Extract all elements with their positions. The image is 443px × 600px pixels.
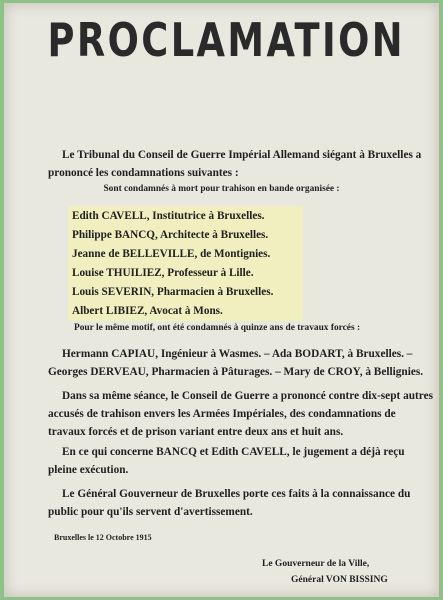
proclamation-poster [4,3,439,597]
list-item: Jeanne de BELLEVILLE, de Montignies. [72,248,271,260]
same-session-text: Dans sa même séance, le Conseil de Guerre a prononcé contre dix-sept autres accusés de trahison envers les Armées Impériales, des condamnations de travaux forcés et de prison variant entre deux ans et huit ans. [48,390,433,438]
poster-title: PROCLAMATION [47,13,405,67]
death-sentence-heading: Sont condamnés à mort pour trahison en bande organisée : [103,184,340,194]
forced-labour-paragraph [48,345,433,381]
list-item: Louis SEVERIN, Pharmacien à Bruxelles. [72,286,274,298]
signature-name: Général VON BISSING [291,575,388,585]
death-sentenced-list [72,207,392,321]
signature-title: Le Gouverneur de la Ville, [262,559,370,569]
execution-paragraph [48,443,433,479]
poster-paper [4,3,439,597]
list-item: Louise THUILIEZ, Professeur à Lille. [72,267,254,279]
intro-paragraph [48,146,433,182]
same-session-paragraph [48,387,433,441]
list-item: Philippe BANCQ, Architecte à Bruxelles. [72,229,269,241]
intro-text: Le Tribunal du Conseil de Guerre Impérial Allemand siégant à Bruxelles a prononcé les condamnations suivantes : [48,149,422,179]
execution-text: En ce qui concerne BANCQ et Edith CAVELL, le jugement a déjà reçu pleine exécution. [48,446,405,476]
forced-labour-heading: Pour le même motif, ont été condamnés à quinze ans de travaux forcés : [74,323,361,333]
governor-notice-paragraph [48,485,433,521]
governor-notice-text: Le Général Gouverneur de Bruxelles porte ces faits à la connaissance du public pour qu'ils servent d'avertissement. [48,488,411,518]
date-line: Bruxelles le 12 Octobre 1915 [54,533,152,542]
list-item: Edith CAVELL, Institutrice à Bruxelles. [72,210,265,222]
forced-labour-names: Hermann CAPIAU, Ingénieur à Wasmes. – Ada BODART, à Bruxelles. – Georges DERVEAU, Pharmacien à Pâturages. – Mary de CROY, à Bellignies. [48,348,424,378]
list-item: Albert LIBIEZ, Avocat à Mons. [72,305,223,317]
